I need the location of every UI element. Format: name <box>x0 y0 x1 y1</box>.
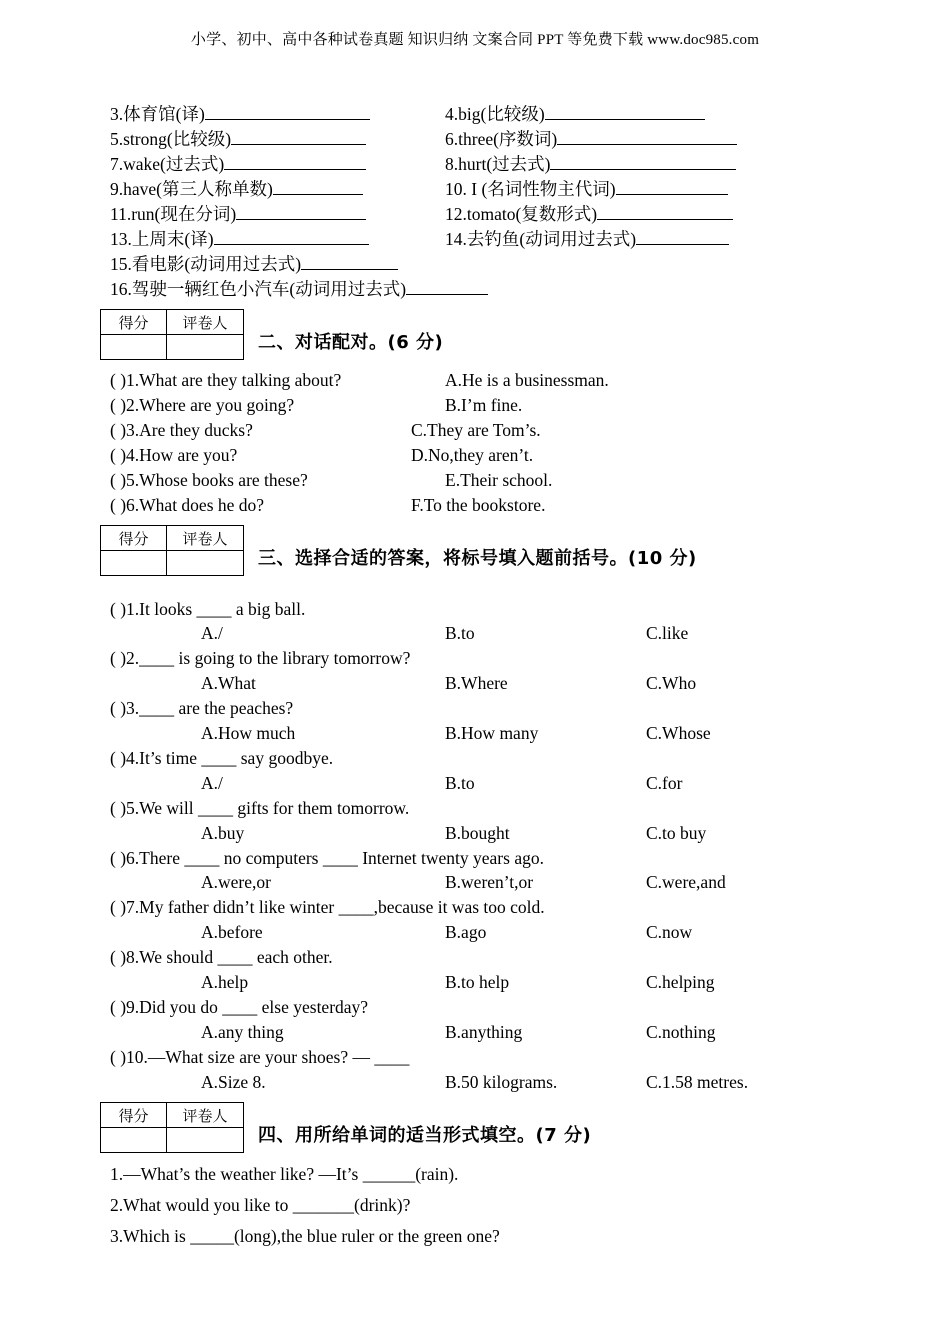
s3-option-c: C.were,and <box>646 872 726 892</box>
s3-option-c: C.helping <box>646 972 715 992</box>
s3-option-a: A.Size 8. <box>201 1072 266 1092</box>
section4-title: 四、用所给单词的适当形式填空。(7 分) <box>258 1125 592 1146</box>
s3-option-c: C.nothing <box>646 1022 716 1042</box>
s3-option-a: A.How much <box>201 723 296 743</box>
section3-title: 三、选择合适的答案，将标号填入题前括号。(10 分) <box>258 548 697 569</box>
grader-cell[interactable] <box>167 335 244 360</box>
s3-question-5: ( )5.We will ____ gifts for them tomorrow. <box>110 798 410 818</box>
s3-option-c: C.to buy <box>646 823 707 843</box>
s3-option-c: C.1.58 metres. <box>646 1072 749 1092</box>
page-header: 小学、初中、高中各种试卷真题 知识归纳 文案合同 PPT 等免费下载 www.doc985.com <box>190 32 760 48</box>
s1-item-13: 13.上周末(译) <box>110 228 369 250</box>
s3-option-b: B.to <box>445 773 475 793</box>
grader-label: 评卷人 <box>167 1103 244 1128</box>
s4-item-1: 1.—What’s the weather like? —It’s ______(rain). <box>110 1164 459 1184</box>
s3-option-a: A.before <box>201 922 263 942</box>
score-label: 得分 <box>101 526 167 551</box>
s3-question-6: ( )6.There ____ no computers ____ Internet twenty years ago. <box>110 848 544 868</box>
s1-item-9: 9.have(第三人称单数) <box>110 178 363 200</box>
s2-question-5: ( )5.Whose books are these? <box>110 470 308 490</box>
s2-question-6: ( )6.What does he do? <box>110 495 265 515</box>
section2-title: 二、对话配对。(6 分) <box>258 332 444 353</box>
s3-question-1: ( )1.It looks ____ a big ball. <box>110 599 306 619</box>
s3-option-a: A.buy <box>201 823 245 843</box>
s3-option-a: A.any thing <box>201 1022 284 1042</box>
s3-option-c: C.Whose <box>646 723 711 743</box>
s3-question-3: ( )3.____ are the peaches? <box>110 698 294 718</box>
s3-question-2: ( )2.____ is going to the library tomorrow? <box>110 648 411 668</box>
s1-item-6: 6.three(序数词) <box>445 128 737 150</box>
s3-option-c: C.for <box>646 773 683 793</box>
grader-label: 评卷人 <box>167 526 244 551</box>
s1-item-8: 8.hurt(过去式) <box>445 153 736 175</box>
s1-item-7: 7.wake(过去式) <box>110 153 366 175</box>
s2-answer-d: D.No,they aren’t. <box>411 445 534 465</box>
score-cell[interactable] <box>101 1128 167 1153</box>
grader-cell[interactable] <box>167 551 244 576</box>
s3-option-a: A.were,or <box>201 872 271 892</box>
s3-option-b: B.How many <box>445 723 539 743</box>
score-box-3 <box>100 525 244 576</box>
s1-item-3: 3.体育馆(译) <box>110 103 370 125</box>
s1-item-15: 15.看电影(动词用过去式) <box>110 253 398 275</box>
s3-option-b: B.weren’t,or <box>445 872 534 892</box>
s2-answer-a: A.He is a businessman. <box>445 370 609 390</box>
s1-item-12: 12.tomato(复数形式) <box>445 203 733 225</box>
s3-question-4: ( )4.It’s time ____ say goodbye. <box>110 748 334 768</box>
s2-answer-f: F.To the bookstore. <box>411 495 546 515</box>
s3-question-9: ( )9.Did you do ____ else yesterday? <box>110 997 369 1017</box>
s3-option-c: C.like <box>646 623 689 643</box>
s3-option-c: C.Who <box>646 673 697 693</box>
s1-item-4: 4.big(比较级) <box>445 103 705 125</box>
s4-item-3: 3.Which is _____(long),the blue ruler or the green one? <box>110 1226 500 1246</box>
s2-question-1: ( )1.What are they talking about? <box>110 370 342 390</box>
s3-option-c: C.now <box>646 922 693 942</box>
grader-cell[interactable] <box>167 1128 244 1153</box>
s1-item-16: 16.驾驶一辆红色小汽车(动词用过去式) <box>110 278 488 300</box>
score-label: 得分 <box>101 1103 167 1128</box>
s2-answer-e: E.Their school. <box>445 470 553 490</box>
s1-item-14: 14.去钓鱼(动词用过去式) <box>445 228 729 250</box>
s3-option-a: A./ <box>201 623 223 643</box>
grader-label: 评卷人 <box>167 310 244 335</box>
s3-question-8: ( )8.We should ____ each other. <box>110 947 333 967</box>
s3-option-b: B.anything <box>445 1022 523 1042</box>
s3-option-a: A.What <box>201 673 256 693</box>
s3-option-b: B.50 kilograms. <box>445 1072 558 1092</box>
s3-option-a: A./ <box>201 773 223 793</box>
s3-option-b: B.to help <box>445 972 510 992</box>
s1-item-5: 5.strong(比较级) <box>110 128 366 150</box>
s2-question-2: ( )2.Where are you going? <box>110 395 295 415</box>
s2-answer-b: B.I’m fine. <box>445 395 523 415</box>
s4-item-2: 2.What would you like to _______(drink)? <box>110 1195 411 1215</box>
score-cell[interactable] <box>101 551 167 576</box>
score-label: 得分 <box>101 310 167 335</box>
score-box-2 <box>100 309 244 360</box>
s3-question-10: ( )10.—What size are your shoes? — ____ <box>110 1047 410 1067</box>
s3-option-b: B.bought <box>445 823 510 843</box>
s3-option-b: B.Where <box>445 673 508 693</box>
score-cell[interactable] <box>101 335 167 360</box>
s3-option-a: A.help <box>201 972 249 992</box>
score-box-4 <box>100 1102 244 1153</box>
s2-question-3: ( )3.Are they ducks? <box>110 420 253 440</box>
s2-answer-c: C.They are Tom’s. <box>411 420 541 440</box>
s3-option-b: B.ago <box>445 922 487 942</box>
s2-question-4: ( )4.How are you? <box>110 445 238 465</box>
s1-item-11: 11.run(现在分词) <box>110 203 366 225</box>
s3-question-7: ( )7.My father didn’t like winter ____,because it was too cold. <box>110 897 545 917</box>
s3-option-b: B.to <box>445 623 475 643</box>
s1-item-10: 10. I (名词性物主代词) <box>445 178 728 200</box>
